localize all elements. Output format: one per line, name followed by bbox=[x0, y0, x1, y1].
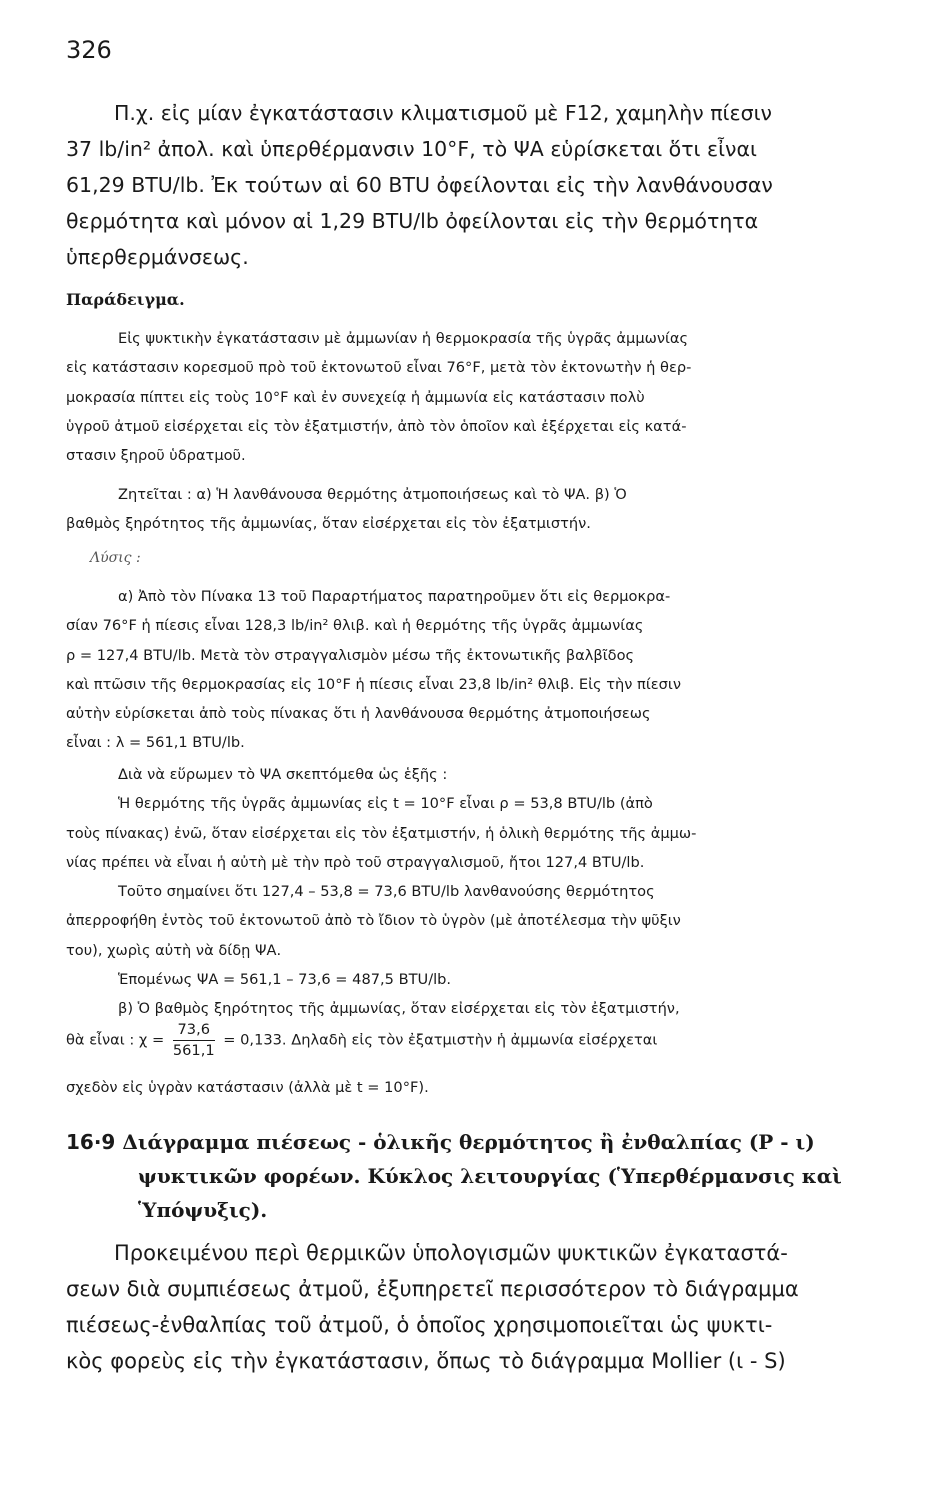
text-line: εἶναι : λ = 561,1 BTU/lb. bbox=[66, 734, 245, 752]
text-line: Ζητεῖται : α) Ἡ λανθάνουσα θερμότης ἀτμοποιήσεως καὶ τὸ ΨΑ. β) Ὁ bbox=[118, 486, 627, 503]
fraction-prefix: θὰ εἶναι : χ = bbox=[66, 1031, 165, 1049]
text-line: ὑπερθερμάνσεως. bbox=[66, 245, 249, 269]
solution-label: Λύσις : bbox=[90, 550, 141, 566]
solution-b-paragraph bbox=[66, 760, 892, 1024]
text-line: καὶ πτῶσιν τῆς θερμοκρασίας εἰς 10°F ἡ πίεσις εἶναι 23,8 lb/in² θλιβ. Εἰς τὴν πίεσιν bbox=[66, 675, 681, 693]
text-line: α) Ἀπὸ τὸν Πίνακα 13 τοῦ Παραρτήματος παρατηροῦμεν ὅτι εἰς θερμοκρα- bbox=[118, 588, 671, 605]
text-line: νίας πρέπει νὰ εἶναι ἡ αὐτὴ μὲ τὴν πρὸ τοῦ στραγγαλισμοῦ, ἤτοι 127,4 BTU/lb. bbox=[66, 853, 645, 871]
section-title-line: Διάγραμμα πιέσεως - ὁλικῆς θερμότητος ἢ ἐνθαλπίας (Ρ - ι) bbox=[122, 1130, 815, 1154]
example-heading: Παράδειγμα. bbox=[66, 290, 185, 309]
text-line: εἰς κατάστασιν κορεσμοῦ πρὸ τοῦ ἐκτονωτοῦ εἶναι 76°F, μετὰ τὸν ἐκτονωτὴν ἡ θερ- bbox=[66, 359, 692, 377]
text-line: θερμότητα καὶ μόνον αἱ 1,29 BTU/lb ὀφείλονται εἰς τὴν θερμότητα bbox=[66, 209, 759, 233]
example-paragraph bbox=[66, 324, 892, 470]
fraction-numerator: 73,6 bbox=[173, 1020, 215, 1041]
text-line: κὸς φορεὺς εἰς τὴν ἐγκατάστασιν, ὅπως τὸ διάγραμμα Mollier (ι - S) bbox=[66, 1349, 786, 1373]
solution-a-paragraph bbox=[66, 582, 892, 758]
closing-line: σχεδὸν εἰς ὑγρὰν κατάστασιν (ἀλλὰ μὲ t = 10°F). bbox=[66, 1079, 429, 1096]
final-paragraph bbox=[66, 1235, 892, 1379]
section-title-line: ψυκτικῶν φορέων. Κύκλος λειτουργίας (Ὑπερθέρμανσις καὶ bbox=[138, 1164, 842, 1188]
text-line: Ἡ θερμότης τῆς ὑγρᾶς ἀμμωνίας εἰς t = 10°F εἶναι ρ = 53,8 BTU/lb (ἀπὸ bbox=[118, 795, 653, 813]
page-number: 326 bbox=[66, 36, 112, 64]
text-line: πιέσεως-ἐνθαλπίας τοῦ ἀτμοῦ, ὁ ὁποῖος χρησιμοποιεῖται ὡς ψυκτι- bbox=[66, 1313, 773, 1337]
fraction-suffix: = 0,133. Δηλαδὴ εἰς τὸν ἐξατμιστὴν ἡ ἀμμωνία εἰσέρχεται bbox=[223, 1031, 658, 1049]
text-line: Τοῦτο σημαίνει ὅτι 127,4 – 53,8 = 73,6 BTU/lb λανθανούσης θερμότητος bbox=[118, 883, 655, 901]
text-line: Εἰς ψυκτικὴν ἐγκατάστασιν μὲ ἀμμωνίαν ἡ θερμοκρασία τῆς ὑγρᾶς ἀμμωνίας bbox=[118, 330, 689, 347]
fraction-denominator: 561,1 bbox=[172, 1042, 215, 1059]
section-heading bbox=[66, 1125, 892, 1227]
text-line: Διὰ νὰ εὕρωμεν τὸ ΨΑ σκεπτόμεθα ὡς ἑξῆς : bbox=[118, 766, 448, 783]
text-line: ὑγροῦ ἀτμοῦ εἰσέρχεται εἰς τὸν ἐξατμιστήν, ἀπὸ τὸν ὁποῖον καὶ ἐξέρχεται εἰς κατά- bbox=[66, 417, 687, 435]
text-line: αὐτὴν εὑρίσκεται ἀπὸ τοὺς πίνακας ὅτι ἡ λανθάνουσα θερμότης ἀτμοποιήσεως bbox=[66, 705, 651, 723]
text-line: τοὺς πίνακας) ἐνῶ, ὅταν εἰσέρχεται εἰς τὸν ἐξατμιστήν, ἡ ὁλικὴ θερμότης τῆς ἀμμω- bbox=[66, 824, 697, 842]
text-line: μοκρασία πίπτει εἰς τοὺς 10°F καὶ ἐν συνεχείᾳ ἡ ἀμμωνία εἰς κατάστασιν πολὺ bbox=[66, 388, 645, 406]
text-line: στασιν ξηροῦ ὑδρατμοῦ. bbox=[66, 447, 246, 465]
fraction-line bbox=[66, 1020, 892, 1061]
text-line: 37 lb/in² ἀπολ. καὶ ὑπερθέρμανσιν 10°F, τὸ ΨΑ εὑρίσκεται ὅτι εἶναι bbox=[66, 137, 757, 161]
text-line: του), χωρὶς αὐτὴ νὰ δίδῃ ΨΑ. bbox=[66, 941, 282, 959]
text-line: ἀπερροφήθη ἐντὸς τοῦ ἐκτονωτοῦ ἀπὸ τὸ ἴδιον τὸ ὑγρὸν (μὲ ἀποτέλεσμα τὴν ψῦξιν bbox=[66, 912, 681, 930]
text-line: β) Ὁ βαθμὸς ξηρότητος τῆς ἀμμωνίας, ὅταν εἰσέρχεται εἰς τὸν ἐξατμιστήν, bbox=[118, 1000, 680, 1018]
text-line: Ἑπομένως ΨΑ = 561,1 – 73,6 = 487,5 BTU/lb. bbox=[118, 971, 452, 989]
fraction bbox=[173, 1020, 215, 1061]
text-line: βαθμὸς ξηρότητος τῆς ἀμμωνίας, ὅταν εἰσέρχεται εἰς τὸν ἐξατμιστήν. bbox=[66, 515, 591, 533]
text-line: σίαν 76°F ἡ πίεσις εἶναι 128,3 lb/in² θλιβ. καὶ ἡ θερμότης τῆς ὑγρᾶς ἀμμωνίας bbox=[66, 617, 644, 635]
question-paragraph bbox=[66, 480, 892, 539]
intro-paragraph bbox=[66, 95, 892, 275]
text-line: Προκειμένου περὶ θερμικῶν ὑπολογισμῶν ψυκτικῶν ἐγκαταστά- bbox=[114, 1241, 788, 1265]
section-title-line: Ὑπόψυξις). bbox=[138, 1198, 268, 1222]
text-line: ρ = 127,4 BTU/lb. Μετὰ τὸν στραγγαλισμὸν μέσω τῆς ἐκτονωτικῆς βαλβῖδος bbox=[66, 646, 635, 664]
text-line: 61,29 BTU/lb. Ἐκ τούτων αἱ 60 BTU ὀφείλονται εἰς τὴν λανθάνουσαν bbox=[66, 173, 773, 197]
text-line: σεων διὰ συμπιέσεως ἀτμοῦ, ἐξυπηρετεῖ περισσότερον τὸ διάγραμμα bbox=[66, 1277, 799, 1301]
text-line: Π.χ. εἰς μίαν ἐγκατάστασιν κλιματισμοῦ μὲ F12, χαμηλὴν πίεσιν bbox=[114, 101, 772, 125]
section-number: 16·9 bbox=[66, 1130, 116, 1154]
